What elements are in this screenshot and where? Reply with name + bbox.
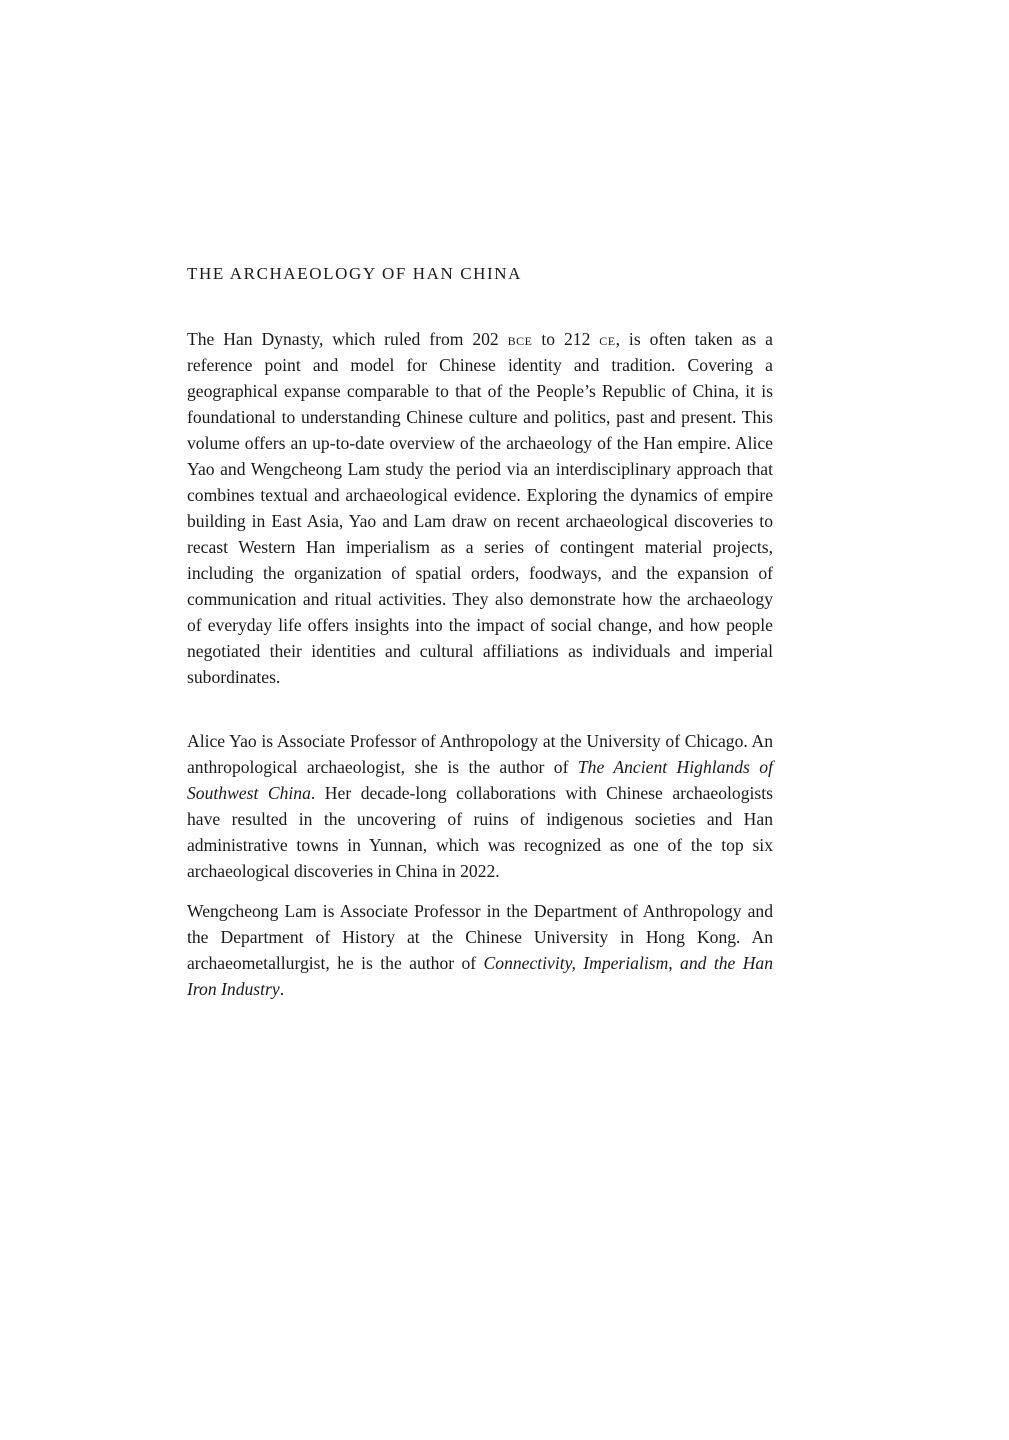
bio-lam-book-title: Connectivity, Imperialism, and the Han Iron Industry — [187, 953, 773, 999]
book-description-paragraph — [187, 326, 773, 690]
description-text-mid: to 212 — [532, 329, 600, 349]
bio-yao-book-title: The Ancient Highlands of Southwest China — [187, 757, 773, 803]
author-bio-lam — [187, 898, 773, 1002]
era-ce: ce — [599, 329, 616, 349]
era-bce: bce — [507, 329, 533, 349]
author-bio-yao — [187, 728, 773, 884]
book-title: THE ARCHAEOLOGY OF HAN CHINA — [187, 264, 523, 283]
text-column — [187, 262, 773, 1002]
bio-lam-text-start: Wengcheong Lam is Associate Professor in the Department of Anthropology and the Department of History at the Chinese University in Hong Kong. An archaeometallurgist, he is the author of — [187, 901, 773, 973]
description-text-start: The Han Dynasty, which ruled from 202 — [187, 329, 508, 349]
bio-lam-text-end: . — [279, 979, 285, 999]
bio-yao-text-start: Alice Yao is Associate Professor of Anthropology at the University of Chicago. An anthropological archaeologist, she is the author of — [187, 731, 773, 777]
bio-yao-text-rest: . Her decade-long collaborations with Chinese archaeologists have resulted in the uncovering of ruins of indigenous societies and Han administrative towns in Yunnan, which was recognized as one of the top six archaeological discoveries in China in 2022. — [187, 783, 773, 881]
description-text-rest: , is often taken as a reference point and model for Chinese identity and tradition. Covering a geographical expanse comparable to that of the People’s Republic of China, it is foundational to understanding Chinese culture and politics, past and present. This volume offers an up-to-date overview of the archaeology of the Han empire. Alice Yao and Wengcheong Lam study the period via an interdisciplinary approach that combines textual and archaeological evidence. Exploring the dynamics of empire building in East Asia, Yao and Lam draw on recent archaeological discoveries to recast Western Han imperialism as a series of contingent material projects, including the organization of spatial orders, foodways, and the expansion of communication and ritual activities. They also demonstrate how the archaeology of everyday life offers insights into the impact of social change, and how people negotiated their identities and cultural affiliations as individuals and imperial subordinates. — [187, 329, 773, 687]
